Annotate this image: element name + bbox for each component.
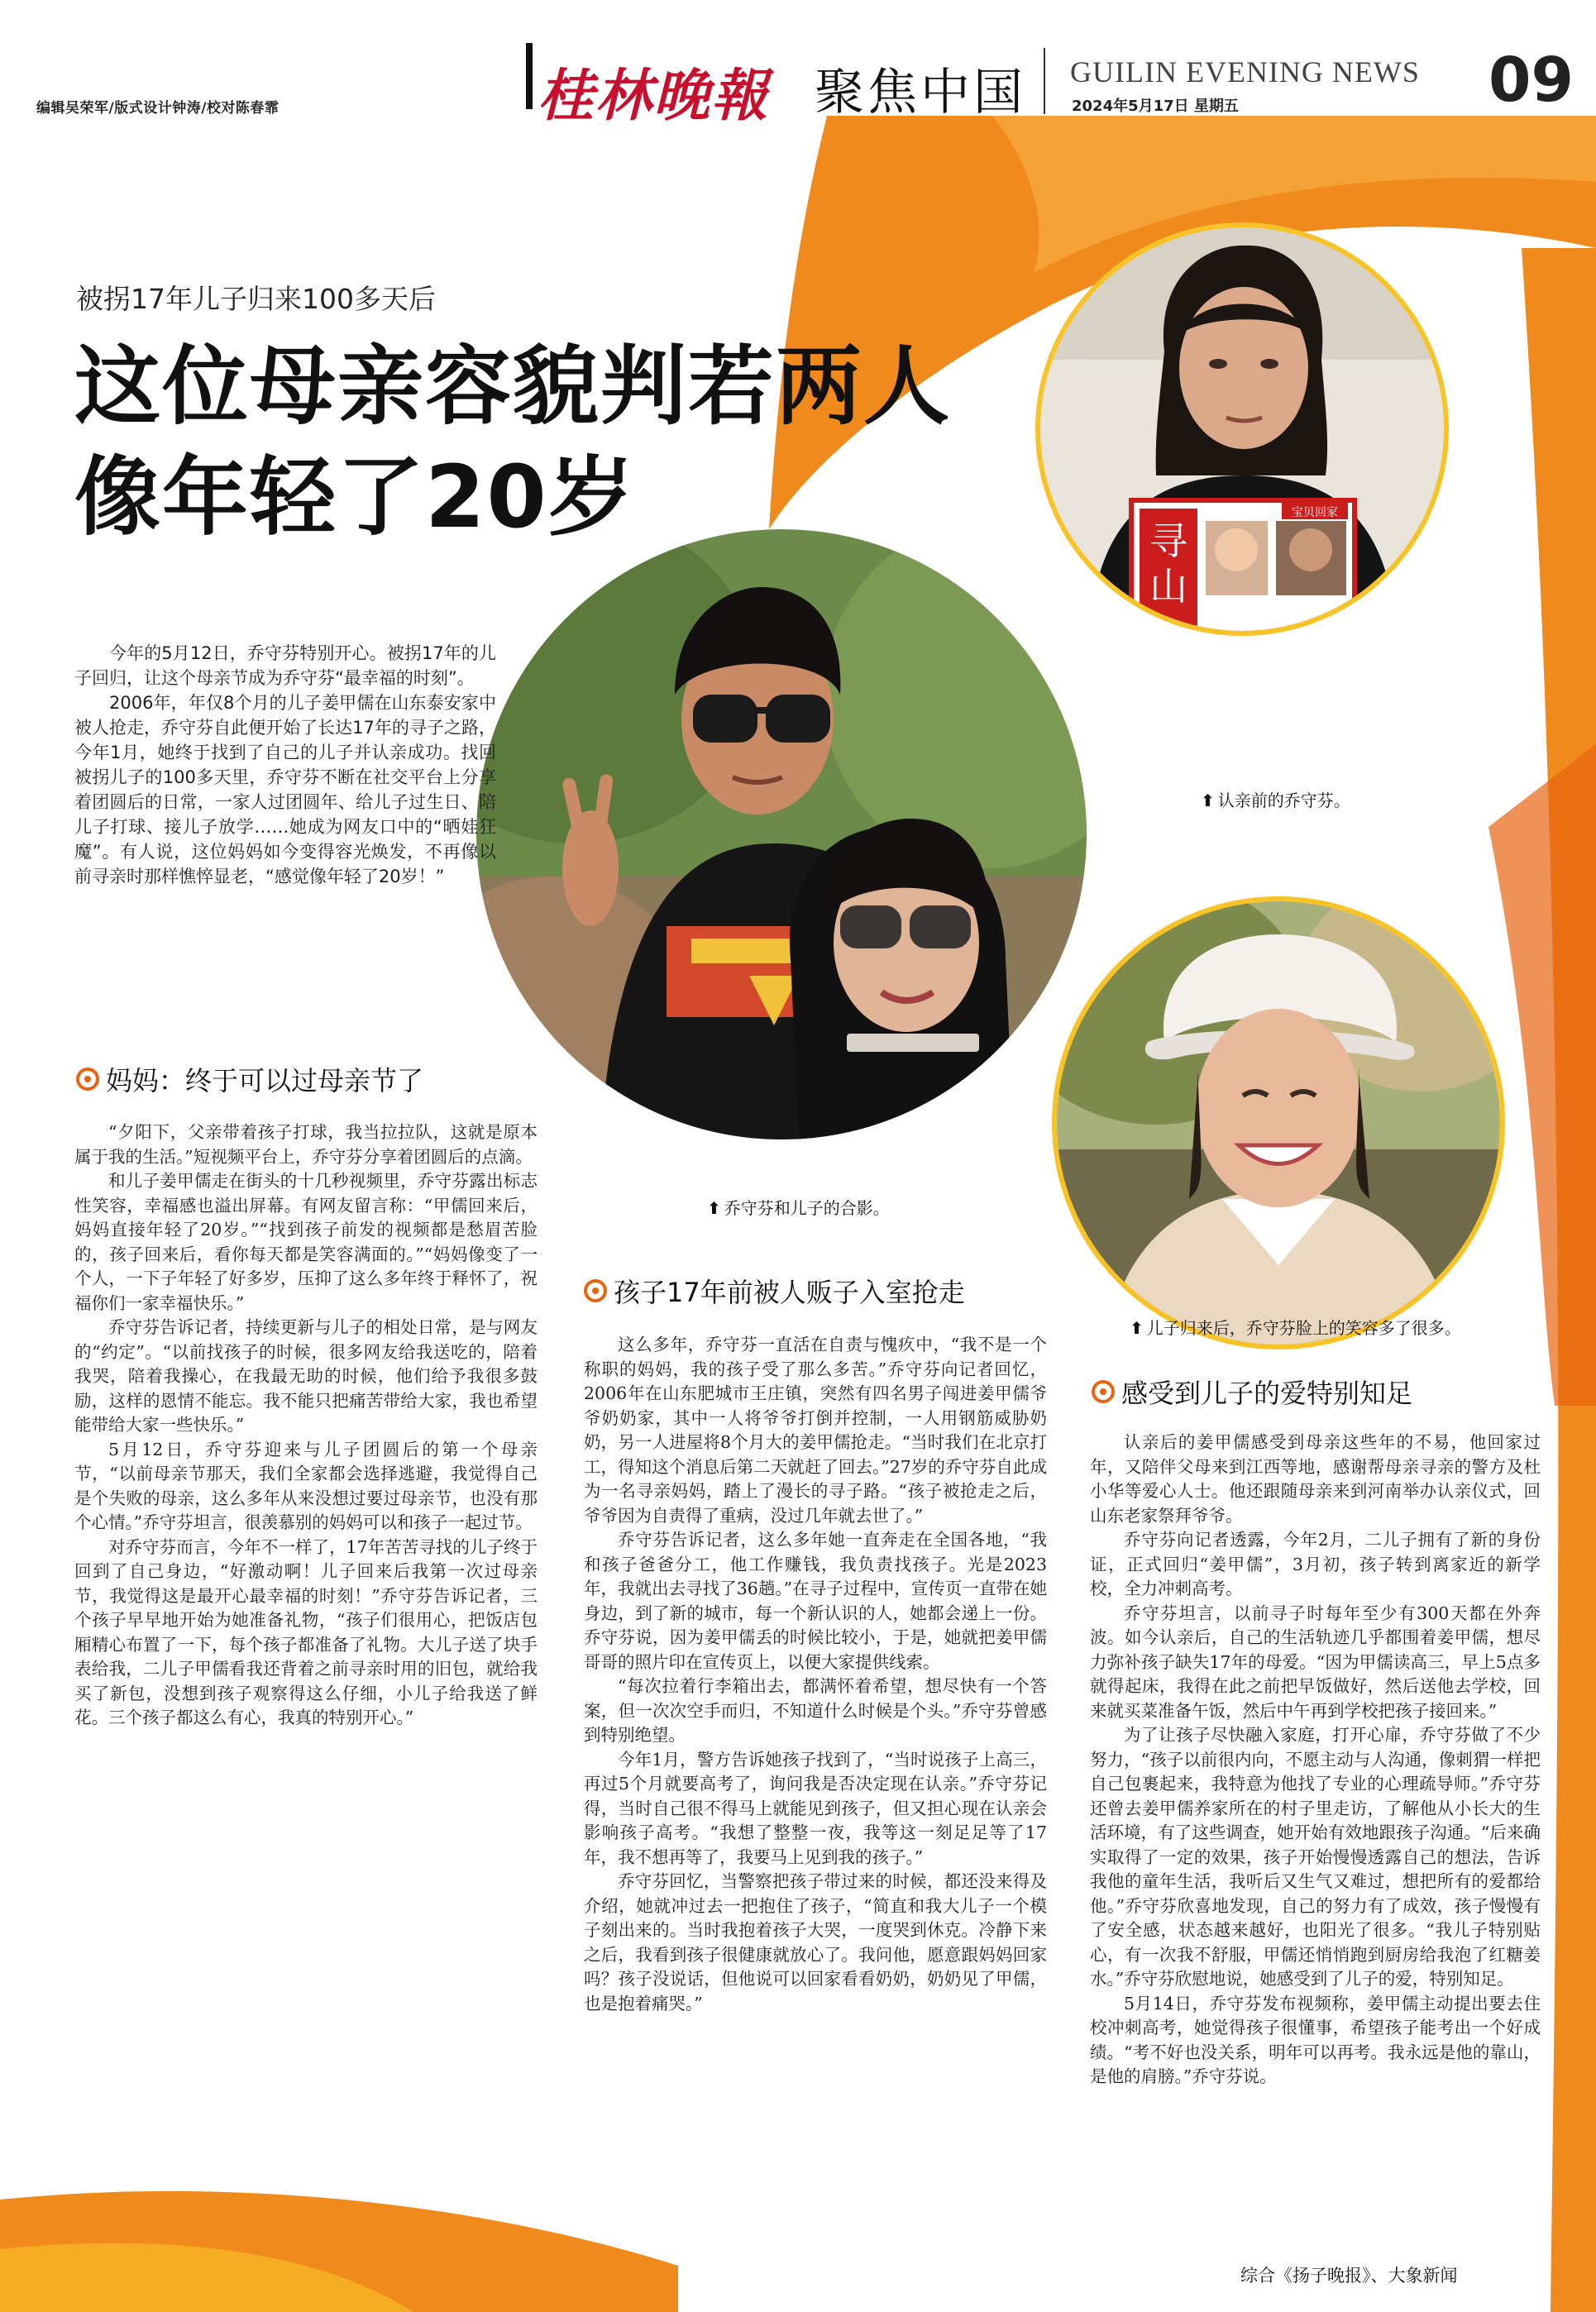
poster-text-2: 山 xyxy=(1149,564,1187,609)
family-selfie xyxy=(476,529,1087,1139)
caption-after xyxy=(1130,1315,1461,1339)
body-paragraph: 今年1月，警方告诉她孩子找到了，“当时说孩子上高三，再过5个月就要高考了，询问我是否决定现在认亲。”乔守芬记得，当时自己很不得马上就能见到孩子，但又担心现在认亲会影响孩子高考。“我想了整整一夜，我等这一刻足足等了17年，我不想再等了，我要马上见到我的孩子。” xyxy=(584,1749,1047,1867)
photo-mother-and-son xyxy=(476,529,1087,1139)
main-headline xyxy=(74,331,951,552)
section-1-body xyxy=(74,1120,538,2204)
body-paragraph: 5月14日，乔守芬发布视频称，姜甲儒主动提出要去住校冲刺高考，她觉得孩子很懂事，希望孩子能考出一个好成绩。“考不好也没关系，明年可以再考。我永远是他的靠山，是他的肩膀。”乔守芬说。 xyxy=(1090,1993,1541,2086)
body-paragraph: 为了让孩子尽快融入家庭，打开心扉，乔守芬做了不少努力，“孩子以前很内向，不愿主动与人沟通，像刺猬一样把自己包裹起来，我特意为他找了专业的心理疏导师。”乔守芬还曾去姜甲儒养家所在的村子里走访，了解他从小长大的生活环境，有了这些调查，她开始有效地跟孩子沟通。“后来确实取得了一定的效果，孩子开始慢慢透露自己的想法，告诉我他的童年生活，我听后又生气又难过，想把所有的爱都给他。”乔守芬欣喜地发现，自己的努力有了成效，孩子慢慢有了安全感，状态越来越好，也阳光了很多。“我儿子特别贴心，有一次我不舒服，甲儒还悄悄跑到厨房给我泡了红糖姜水。”乔守芬欣慰地说，她感受到了儿子的爱，特别知足。 xyxy=(1090,1725,1541,1989)
headline-line-2: 像年轻了20岁 xyxy=(74,447,636,547)
section-2-body xyxy=(584,1333,1047,2185)
body-paragraph: 对乔守芬而言，今年不一样了，17年苦苦寻找的儿子终于回到了自己身边，“好激动啊！儿子回来后我第一次过母亲节，我觉得这是最开心最幸福的时刻！”乔守芬告诉记者，三个孩子早早地开始为她准备礼物，“孩子们很用心，把饭店包厢精心布置了一下，每个孩子都准备了礼物。大儿子送了块手表给我，二儿子甲儒看我还背着之前寻亲时用的旧包，就给我买了新包，没想到孩子观察得这么仔细，小儿子给我送了鲜花。三个孩子都这么有心，我真的特别开心。” xyxy=(74,1536,538,1727)
mother-after-portrait xyxy=(1057,901,1500,1345)
subhead-section-3-text: 感受到儿子的爱特别知足 xyxy=(1121,1378,1413,1409)
arrow-up-icon: ⬆ xyxy=(707,1198,721,1218)
header-left-rule xyxy=(526,43,533,109)
body-paragraph: “每次拉着行李箱出去，都满怀着希望，想尽快有一个答案，但一次次空手而归，不知道什么时候是个头。”乔守芬曾感到特别绝望。 xyxy=(584,1676,1047,1745)
target-bullet-icon xyxy=(584,1279,607,1302)
section-title: 聚焦中国 xyxy=(815,64,1026,122)
subhead-section-2 xyxy=(584,1272,965,1310)
caption-family xyxy=(707,1195,890,1219)
body-paragraph: 乔守芬回忆，当警察把孩子带过来的时候，都还没来得及介绍，她就冲过去一把抱住了孩子，“简直和我大儿子一个模子刻出来的。当时我抱着孩子大哭，一度哭到休克。冷静下来之后，我看到孩子很健康就放心了。我问他，愿意跟妈妈回家吗？孩子没说话，但他说可以回家看看奶奶，奶奶见了甲儒，也是抱着痛哭。” xyxy=(584,1871,1047,2013)
subhead-section-2-text: 孩子17年前被人贩子入室抢走 xyxy=(614,1277,965,1308)
caption-family-text: 乔守芬和儿子的合影。 xyxy=(724,1198,890,1218)
body-paragraph: 乔守芬坦言，以前寻子时每年至少有300天都在外奔波。如今认亲后，自己的生活轨迹几乎都围着姜甲儒，想尽力弥补孩子缺失17年的母爱。“因为甲儒读高三，早上5点多就得起床，我得在此之前把早饭做好，然后送他去学校，回来就买菜准备午饭，然后中午再到学校把孩子接回来。” xyxy=(1090,1603,1541,1721)
header-divider xyxy=(1044,48,1045,114)
body-paragraph: 这么多年，乔守芬一直活在自责与愧疚中，“我不是一个称职的妈妈，我的孩子受了那么多苦。”乔守芬向记者回忆，2006年在山东肥城市王庄镇，突然有四名男子闯进姜甲儒爷爷奶奶家，其中一人将爷爷打倒并控制，一人用钢筋威胁奶奶，另一人进屋将8个月大的姜甲儒抢走。“当时我们在北京打工，得知这个消息后第二天就赶了回去。”27岁的乔守芬自此成为一名寻亲妈妈，踏上了漫长的寻子路。“孩子被抢走之后，爷爷因为自责得了重病，没过几年就去世了。” xyxy=(584,1335,1047,1526)
poster-text-1: 寻 xyxy=(1149,518,1187,563)
body-paragraph: “夕阳下，父亲带着孩子打球，我当拉拉队，这就是原本属于我的生活。”短视频平台上，乔守芬分享着团圆后的点滴。 xyxy=(74,1122,538,1167)
subhead-section-3 xyxy=(1092,1373,1412,1411)
lead-paragraph: 2006年，年仅8个月的儿子姜甲儒在山东泰安家中被人抢走，乔守芬自此便开始了长达17年的寻子之路，今年1月，她终于找到了自己的儿子并认亲成功。找回被拐儿子的100多天里，乔守芬不断在社交平台上分享着团圆后的日常，一家人过团圆年、给儿子过生日、陪儿子打球、接儿子放学……她成为网友口中的“晒娃狂魔”。有人说，这位妈妈如今变得容光焕发，不再像以前寻亲时那样憔悴显老，“感觉像年轻了20岁！” xyxy=(74,693,496,886)
body-paragraph: 5月12日，乔守芬迎来与儿子团圆后的第一个母亲节，“以前母亲节那天，我们全家都会选择逃避，我觉得自己是个失败的母亲，这么多年从来没想过要过母亲节，也没有那个心情。”乔守芬坦言，很羡慕别的妈妈可以和孩子一起过节。 xyxy=(74,1439,538,1532)
lead-paragraph: 今年的5月12日，乔守芬特别开心。被拐17年的儿子回归，让这个母亲节成为乔守芬“最幸福的时刻”。 xyxy=(74,643,496,688)
newspaper-header xyxy=(0,0,1596,129)
target-bullet-icon xyxy=(1092,1380,1115,1403)
headline-kicker: 被拐17年儿子归来100多天后 xyxy=(76,283,436,315)
caption-after-text: 儿子归来后，乔守芬脸上的笑容多了很多。 xyxy=(1146,1318,1461,1338)
body-paragraph: 乔守芬告诉记者，持续更新与儿子的相处日常，是与网友的“约定”。“以前找孩子的时候，很多网友给我送吃的，陪着我哭，陪着我操心，在我最无助的时候，他们给予我很多鼓励，这样的恩情不能忘。我不能只把痛苦带给大家，我也希望能带给大家一些快乐。” xyxy=(74,1317,538,1435)
page-number: 09 xyxy=(1488,45,1574,116)
body-paragraph: 和儿子姜甲儒走在街头的十几秒视频里，乔守芬露出标志性笑容，幸福感也溢出屏幕。有网友留言称：“甲儒回来后，妈妈直接年轻了20岁。”“找到孩子前发的视频都是愁眉苦脸的，孩子回来后，看你每天都是笑容满面的。”“妈妈像变了一个人，一下子年轻了好多岁，压抑了这么多年终于释怀了，祝福你们一家幸福快乐。” xyxy=(74,1171,538,1313)
poster-text-3: 宝贝回家 xyxy=(1292,506,1338,519)
english-masthead: GUILIN EVENING NEWS xyxy=(1070,55,1420,88)
body-paragraph: 乔守芬向记者透露，今年2月，二儿子拥有了新的身份证，正式回归“姜甲儒”，3月初，孩子转到离家近的新学校，全力冲刺高考。 xyxy=(1090,1530,1541,1598)
arrow-up-icon: ⬆ xyxy=(1201,791,1215,810)
photo-after-reunion xyxy=(1057,901,1500,1345)
body-paragraph: 乔守芬告诉记者，这么多年她一直奔走在全国各地，“我和孩子爸爸分工，他工作赚钱，我负责找孩子。光是2023年，我就出去寻找了36趟。”在寻子过程中，宣传页一直带在她身边，到了新的城市，每一个新认识的人，她都会递上一份。乔守芬说，因为姜甲儒丢的时候比较小，于是，她就把姜甲儒哥哥的照片印在宣传页上，以便大家提供线索。 xyxy=(584,1530,1047,1672)
subhead-section-1-text: 妈妈：终于可以过母亲节了 xyxy=(106,1065,424,1096)
photo-before-reunion xyxy=(1040,227,1444,631)
arrow-up-icon: ⬆ xyxy=(1130,1318,1144,1338)
headline-line-1: 这位母亲容貌判若两人 xyxy=(74,336,952,437)
caption-before-text: 认亲前的乔守芬。 xyxy=(1217,791,1350,810)
article-lead xyxy=(74,641,496,889)
subhead-section-1 xyxy=(76,1060,423,1098)
body-paragraph: 认亲后的姜甲儒感受到母亲这些年的不易，他回家过年，又陪伴父母来到江西等地，感谢帮母亲寻亲的警方及杜小华等爱心人士。他还跟随母亲来到河南举办认亲仪式，回山东老家祭拜爷爷。 xyxy=(1090,1432,1541,1526)
mother-before-portrait xyxy=(1040,227,1444,631)
caption-before xyxy=(1201,787,1350,811)
newspaper-logo: 桂林晚報 xyxy=(538,63,770,129)
source-credit: 综合《扬子晚报》、大象新闻 xyxy=(1240,2266,1458,2286)
target-bullet-icon xyxy=(76,1068,99,1091)
issue-date: 2024年5月17日 星期五 xyxy=(1072,98,1239,115)
section-3-body xyxy=(1090,1431,1541,2249)
editor-credits: 编辑吴荣军/版式设计钟涛/校对陈春霏 xyxy=(36,100,280,117)
